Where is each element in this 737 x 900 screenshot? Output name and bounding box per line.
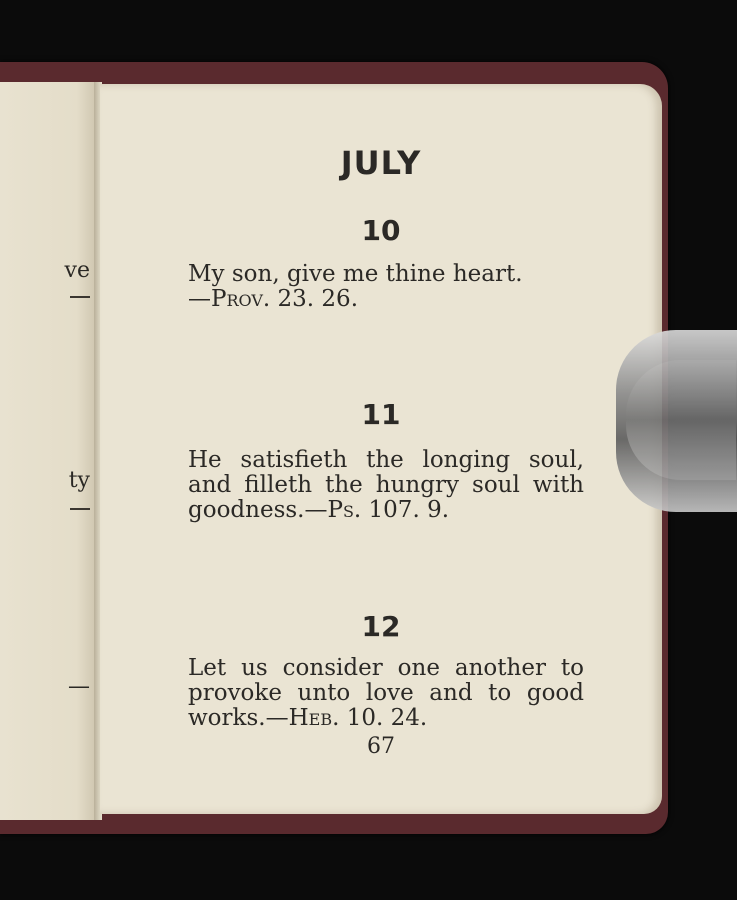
verse-body: He satisfieth the longing soul, and filleth the hungry soul with goodness. xyxy=(188,447,584,523)
verse-reference: Heb. 10. 24. xyxy=(288,705,428,731)
right-page xyxy=(100,84,662,814)
page-clip xyxy=(616,330,737,512)
verse-text xyxy=(188,656,584,731)
month-heading: JULY xyxy=(340,144,422,182)
left-page-rule xyxy=(70,508,90,510)
day-number: 10 xyxy=(361,214,401,247)
verse-ref-dash: — xyxy=(304,497,328,523)
verse-reference: Prov. 23. 26. xyxy=(211,286,359,312)
page-number: 67 xyxy=(367,734,395,759)
left-page-fragment: ty xyxy=(68,468,90,493)
page-clip-highlight xyxy=(626,360,736,480)
left-page xyxy=(0,82,96,820)
verse-ref-dash: — xyxy=(188,286,211,312)
day-number: 11 xyxy=(361,398,401,431)
verse-reference: Ps. 107. 9. xyxy=(327,497,450,523)
verse-text xyxy=(188,448,584,523)
verse-ref-dash: — xyxy=(265,705,289,731)
verse-body: Let us consider one another to provoke unto love and to good works. xyxy=(188,655,584,731)
verse-body: My son, give me thine heart. xyxy=(188,261,523,287)
left-page-fragment: — xyxy=(68,674,90,699)
left-page-fragment: ve xyxy=(64,258,90,283)
left-page-rule xyxy=(70,296,90,298)
day-number: 12 xyxy=(361,610,401,643)
verse-text xyxy=(188,262,584,312)
